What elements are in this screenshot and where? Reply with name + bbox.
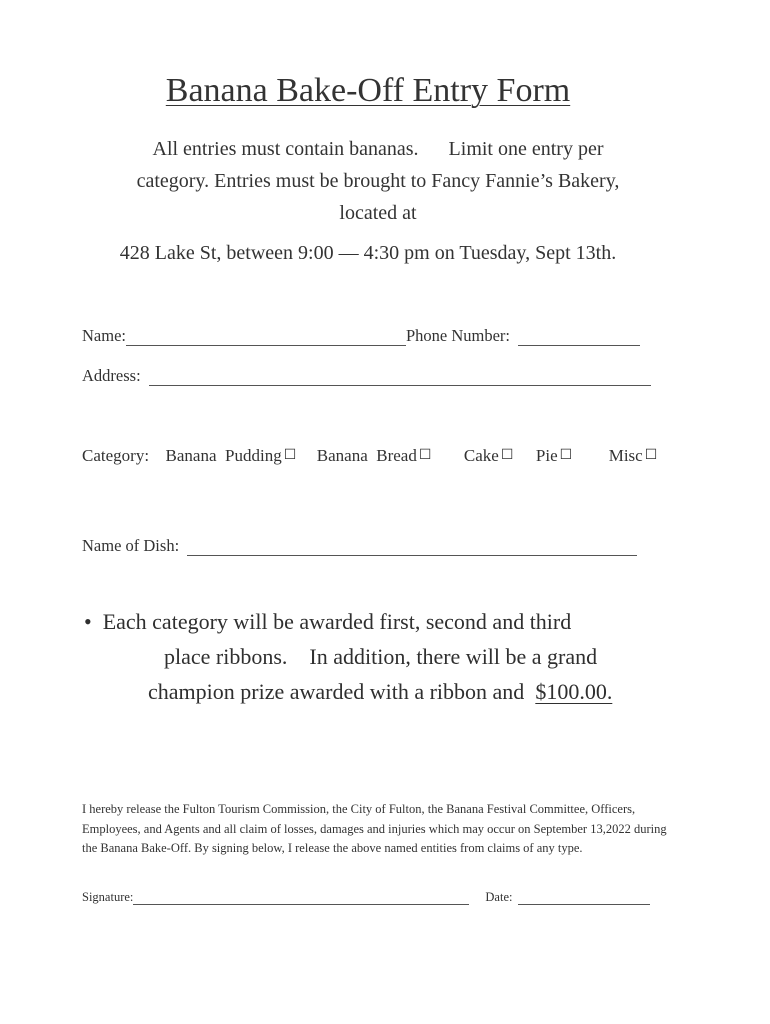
dish-label: Name of Dish: (82, 536, 180, 555)
address-label: Address: (82, 366, 141, 385)
category-label: Category: (82, 446, 150, 465)
awards-bullet (84, 604, 684, 709)
release-statement: I hereby release the Fulton Tourism Commission, the City of Fulton, the Banana Festival Committee, Officers, Employees, and Agents and all claim of losses, damages and injuries which may occur on September 13,2022 during the Banana Bake-Off. By signing below, I release the above named entities from claims of any type. (82, 802, 667, 855)
name-label: Name: (82, 326, 126, 345)
checkbox-icon[interactable]: ☐ (500, 448, 514, 463)
date-field[interactable] (518, 892, 650, 905)
awards-line-2: place ribbons. In addition, there will be a grand (164, 644, 598, 669)
signature-row (82, 890, 650, 905)
dish-field[interactable] (187, 539, 637, 556)
phone-label: Phone Number: (405, 326, 511, 345)
intro-line-3: located at (339, 202, 417, 224)
location-time-line: 428 Lake St, between 9:00 — 4:30 pm on Tuesday, Sept 13th. (119, 242, 617, 264)
category-row (82, 446, 657, 466)
category-option-misc[interactable] (609, 446, 658, 466)
category-option-cake[interactable] (464, 446, 514, 466)
category-option-label: Banana Bread (316, 446, 417, 465)
checkbox-icon[interactable]: ☐ (283, 448, 297, 463)
address-row (82, 366, 651, 386)
grand-prize-amount: $100.00. (535, 679, 613, 704)
checkbox-icon[interactable]: ☐ (559, 448, 573, 463)
bullet-icon: • (84, 609, 92, 634)
category-option-pie[interactable] (536, 446, 572, 466)
intro-line-1a: All entries must contain bananas. (152, 138, 419, 160)
intro-line-1b: Limit one entry per (448, 138, 604, 160)
awards-line-3: champion prize awarded with a ribbon and (148, 679, 525, 704)
name-phone-row (82, 326, 640, 346)
signature-label: Signature: (82, 890, 134, 904)
intro-line-2: category. Entries must be brought to Fancy Fannie’s Bakery, (136, 170, 620, 192)
awards-line-1: Each category will be awarded first, second and third (102, 609, 572, 634)
signature-field[interactable] (133, 892, 469, 905)
form-title: Banana Bake-Off Entry Form (165, 72, 571, 109)
category-option-banana-pudding[interactable] (166, 446, 297, 466)
date-label: Date: (485, 890, 513, 904)
category-option-banana-bread[interactable] (317, 446, 432, 466)
checkbox-icon[interactable]: ☐ (644, 448, 658, 463)
name-field[interactable] (126, 329, 406, 346)
intro-paragraph (100, 133, 656, 229)
category-option-label: Pie (535, 446, 558, 465)
phone-field[interactable] (518, 329, 640, 346)
dish-row (82, 536, 637, 556)
category-option-label: Banana Pudding (165, 446, 282, 465)
address-field[interactable] (149, 369, 651, 386)
category-option-label: Misc (608, 446, 643, 465)
checkbox-icon[interactable]: ☐ (418, 448, 432, 463)
category-option-label: Cake (463, 446, 499, 465)
